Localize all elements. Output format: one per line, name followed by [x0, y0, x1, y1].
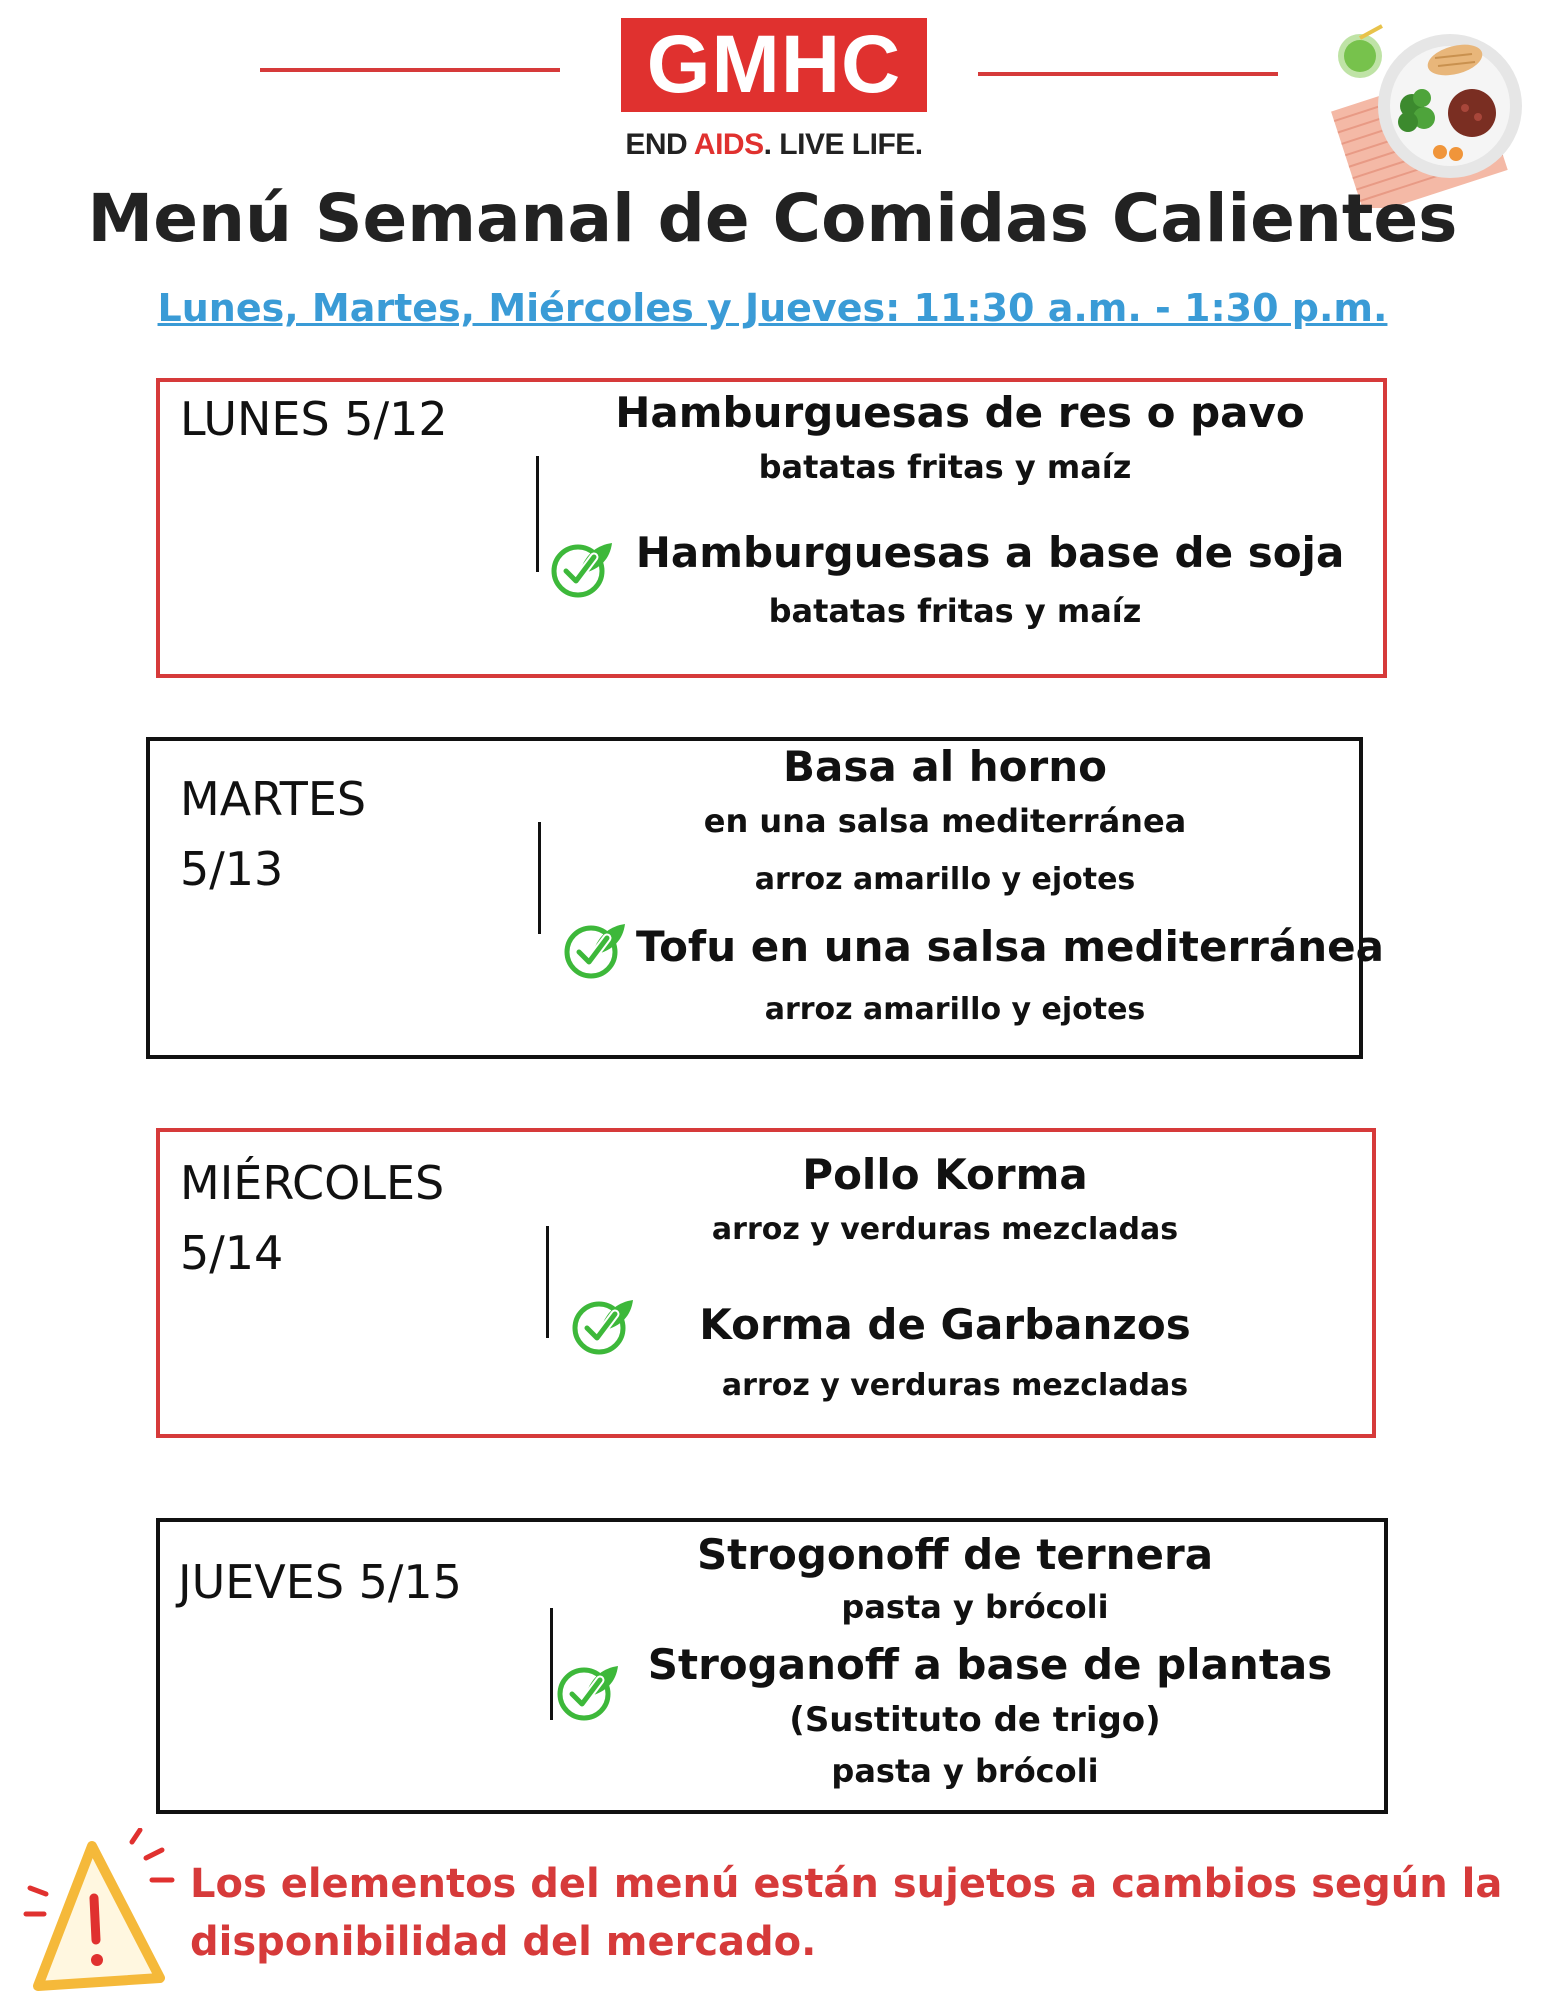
divider: [550, 1608, 553, 1720]
veg-sides: batatas fritas y maíz: [768, 592, 1142, 630]
main-sides: en una salsa mediterránea: [703, 802, 1187, 840]
main-sides: pasta y brócoli: [841, 1588, 1109, 1626]
header-rule-right: [978, 72, 1278, 76]
divider: [536, 456, 539, 572]
main-dish: Basa al horno: [783, 742, 1107, 791]
day-label: JUEVES 5/15: [178, 1555, 462, 1609]
logo-tagline: END AIDS. LIVE LIFE.: [625, 128, 923, 161]
veg-dish: Tofu en una salsa mediterránea: [636, 922, 1384, 971]
page-title: Menú Semanal de Comidas Calientes: [87, 180, 1458, 257]
day-label: LUNES 5/12: [180, 392, 448, 446]
divider: [538, 822, 541, 934]
main-sides: arroz y verduras mezcladas: [711, 1212, 1179, 1247]
main-sides: batatas fritas y maíz: [758, 448, 1132, 486]
header-rule-left: [260, 68, 560, 72]
veg-dish: Stroganoff a base de plantas: [647, 1640, 1333, 1689]
veg-note: (Sustituto de trigo): [789, 1700, 1161, 1740]
day-label: MIÉRCOLES 5/14: [180, 1156, 445, 1280]
service-hours: Lunes, Martes, Miércoles y Jueves: 11:30 a.m. - 1:30 p.m.: [157, 286, 1388, 330]
availability-notice: Los elementos del menú están sujetos a cambios según la disponibilidad del mercado.: [190, 1861, 1503, 1965]
main-dish: Hamburguesas de res o pavo: [615, 388, 1305, 437]
veg-sides: pasta y brócoli: [831, 1752, 1099, 1790]
day-label: MARTES 5/13: [180, 772, 367, 896]
gmhc-logo: [621, 18, 927, 112]
main-dish: Strogonoff de ternera: [696, 1530, 1214, 1579]
veg-dish: Korma de Garbanzos: [699, 1300, 1191, 1349]
divider: [546, 1226, 549, 1338]
veg-sides: arroz amarillo y ejotes: [764, 992, 1146, 1027]
warning-icon: [20, 1828, 180, 1998]
main-sides-2: arroz amarillo y ejotes: [754, 862, 1136, 897]
veg-dish: Hamburguesas a base de soja: [635, 528, 1345, 577]
main-dish: Pollo Korma: [802, 1150, 1088, 1199]
veg-sides: arroz y verduras mezcladas: [721, 1368, 1189, 1403]
leaf-check-icon: [563, 916, 629, 982]
logo-text: GMHC: [646, 19, 902, 110]
